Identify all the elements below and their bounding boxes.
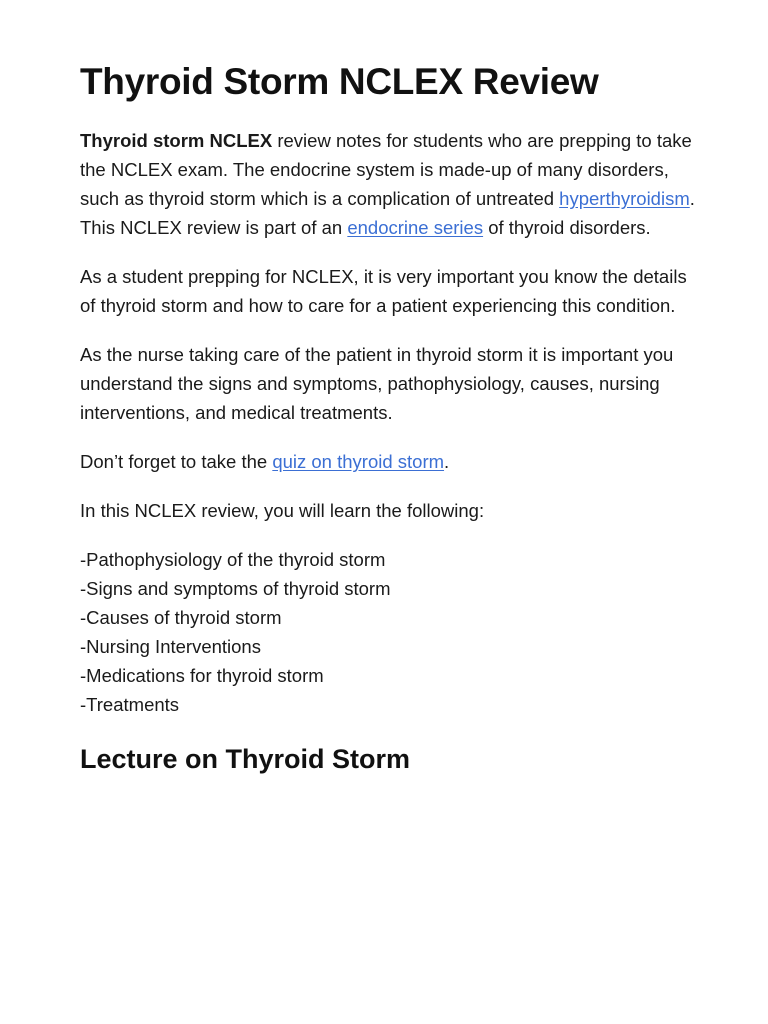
- list-item: -Medications for thyroid storm: [80, 665, 324, 686]
- hyperthyroidism-link[interactable]: hyperthyroidism: [559, 188, 690, 209]
- intro-text-3: of thyroid disorders.: [483, 217, 651, 238]
- intro-paragraph: [80, 126, 696, 242]
- quiz-text-1: Don’t forget to take the: [80, 451, 273, 472]
- intro-text-1: review notes for students who are prepping to take the NCLEX exam. The endocrine system is made-up of many disorders, such as thyroid storm which is a complication of untreated: [80, 130, 692, 209]
- quiz-link[interactable]: quiz on thyroid storm: [272, 451, 445, 472]
- quiz-paragraph: [80, 447, 696, 476]
- page-title: Thyroid Storm NCLEX Review: [80, 61, 599, 102]
- list-item: -Pathophysiology of the thyroid storm: [80, 549, 386, 570]
- nurse-care-paragraph: As the nurse taking care of the patient in thyroid storm it is important you understand the signs and symptoms, pathophysiology, causes, nursing interventions, and medical treatments.: [80, 344, 674, 423]
- list-item: -Causes of thyroid storm: [80, 607, 282, 628]
- list-item: -Treatments: [80, 694, 180, 715]
- list-item: -Signs and symptoms of thyroid storm: [80, 578, 391, 599]
- list-intro: In this NCLEX review, you will learn the following:: [80, 500, 485, 521]
- endocrine-series-link[interactable]: endocrine series: [347, 217, 484, 238]
- importance-paragraph: As a student prepping for NCLEX, it is very important you know the details of thyroid storm and how to care for a patient experiencing this condition.: [80, 266, 687, 316]
- article-body: [80, 126, 696, 777]
- topic-list: [80, 545, 696, 719]
- article: [80, 56, 696, 777]
- intro-text-2: . This NCLEX review is part of an: [80, 188, 695, 238]
- list-item: -Nursing Interventions: [80, 636, 261, 657]
- section-heading: Lecture on Thyroid Storm: [80, 744, 411, 774]
- quiz-text-2: .: [444, 451, 450, 472]
- intro-bold-lead: Thyroid storm NCLEX: [80, 130, 273, 151]
